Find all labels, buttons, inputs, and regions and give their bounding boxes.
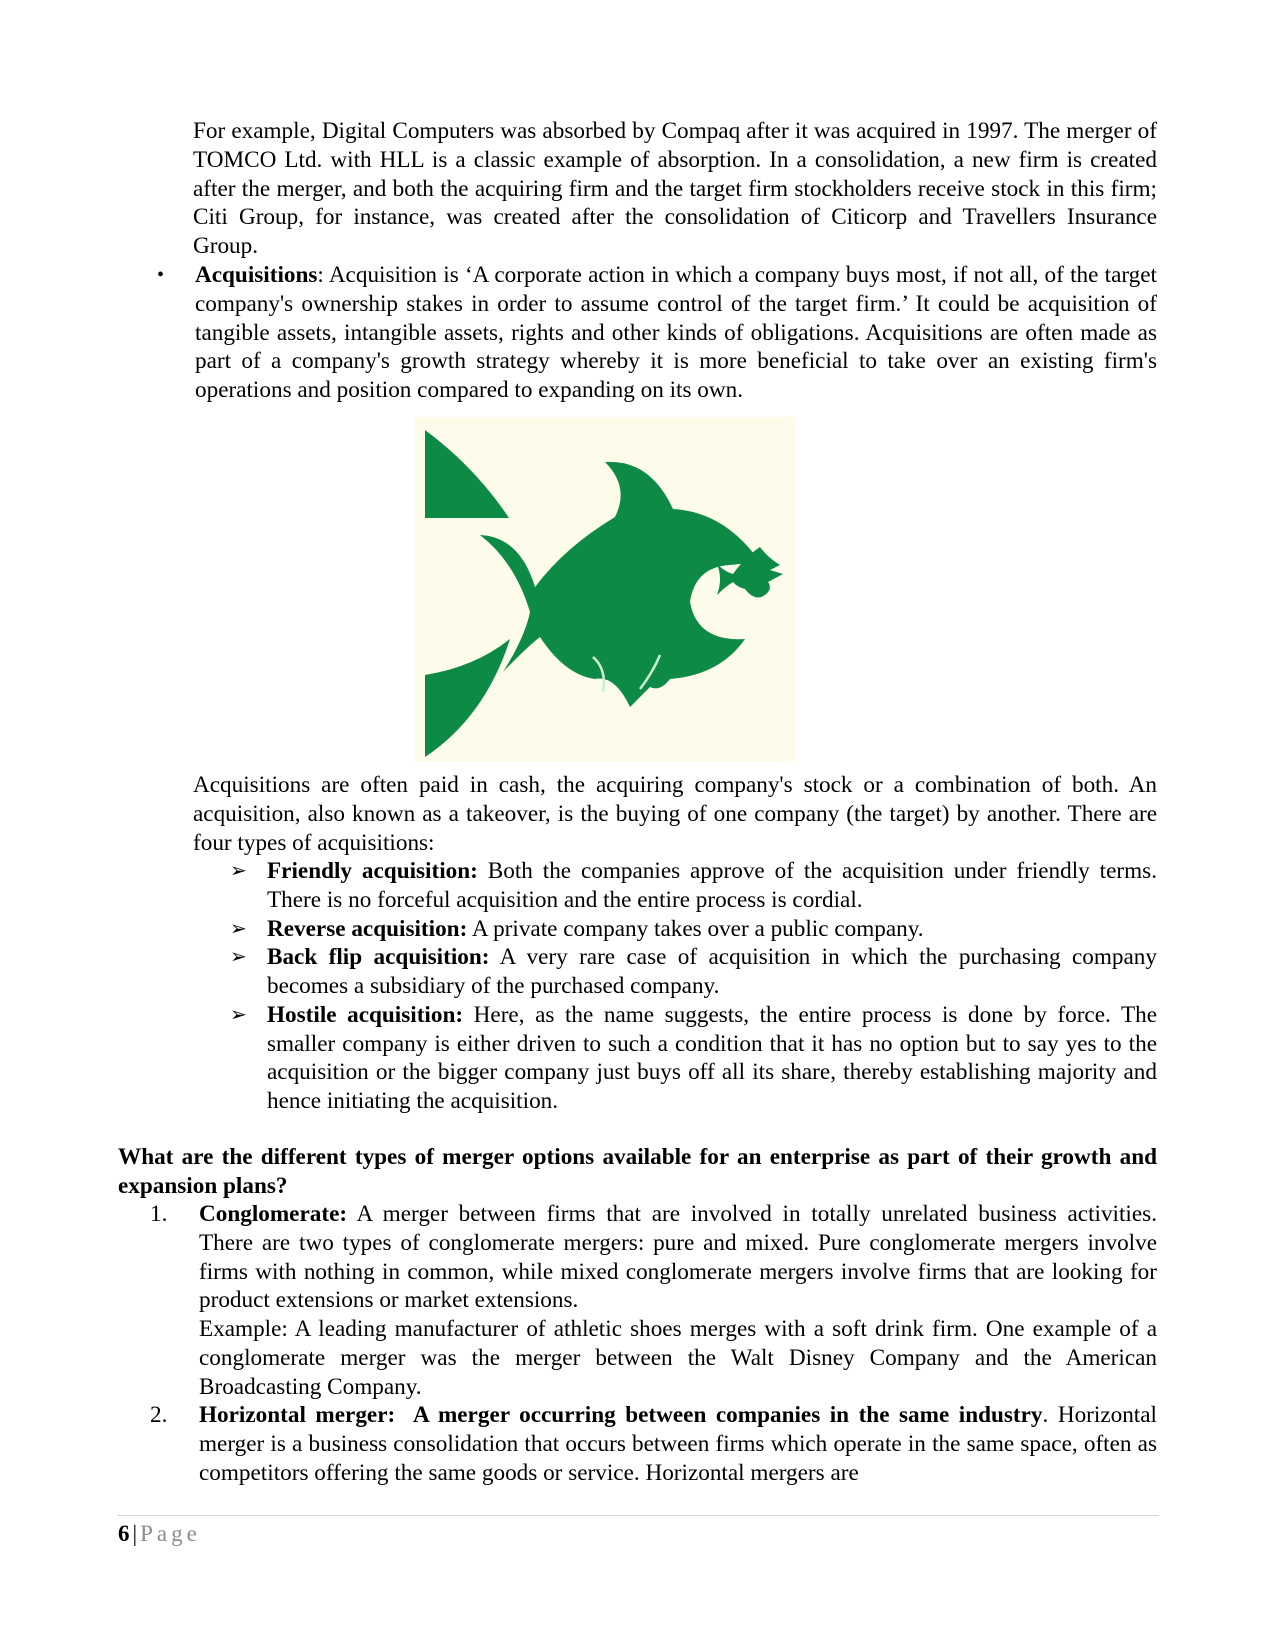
page-label: Page [140, 1521, 201, 1546]
bullet-text: : Acquisition is ‘A corporate action in which a company buys most, if not all, of the target company's ownership stakes in order to assume control of the target firm.’ It could be acquisition of tangible assets, intangible assets, rights and other kinds of obligations. Acquisitions are often made as part of a company's growth strategy whereby it is more beneficial to take over an existing firm's operations and position compared to expanding on its own. [195, 262, 1157, 403]
list-item-body [193, 1401, 1157, 1487]
fish-illustration-icon [415, 417, 795, 762]
list-item-text: A merger between firms that are involved in totally unrelated business activities. There are two types of conglomerate mergers: pure and mixed. Pure conglomerate mergers involve firms with nothing in common, while mixed conglomerate mergers involve firms that are looking for product extensions or market extensions. [199, 1201, 1157, 1314]
list-item-term: Conglomerate: [199, 1201, 348, 1227]
list-item-friendly-acquisition [230, 857, 1157, 915]
list-number: 2. [150, 1402, 168, 1429]
list-item-text: A private company takes over a public company. [467, 915, 924, 942]
arrow-bullet-icon: ➢ [230, 917, 247, 940]
list-number: 1. [150, 1201, 168, 1227]
list-item-body [267, 915, 1157, 944]
list-item-term: Horizontal merger: [199, 1402, 396, 1429]
arrow-bullet-icon: ➢ [230, 946, 247, 969]
arrow-bullet-icon: ➢ [230, 1003, 247, 1026]
list-item-text: Both the companies approve of the acquisition under friendly terms. There is no forceful acquisition and the entire process is cordial. [267, 858, 1157, 913]
arrow-bullet-icon: ➢ [230, 860, 247, 882]
list-item-horizontal-merger [150, 1401, 1157, 1487]
list-item-body [267, 943, 1157, 1001]
list-item-text: . Horizontal merger is a business consolidation that occurs between firms which operate in the same space, often as competitors offering the same goods or service. Horizontal mergers are [199, 1402, 1157, 1486]
list-item-bold-text: A merger occurring between companies in the same industry [395, 1402, 1043, 1429]
bullet-item-acquisitions [155, 261, 1157, 405]
list-item-body [267, 1001, 1157, 1116]
list-item-term: Back flip acquisition: [267, 944, 490, 971]
list-item-term: Hostile acquisition: [267, 1001, 464, 1028]
bullet-body [195, 261, 1157, 405]
conglomerate-definition [199, 1200, 1157, 1315]
list-item-conglomerate [150, 1200, 1157, 1401]
conglomerate-example: Example: A leading manufacturer of athletic shoes merges with a soft drink firm. One example of a conglomerate merger was the merger between the Walt Disney Company and the American Broadcasting Company. [199, 1316, 1157, 1400]
list-item-hostile-acquisition [230, 1001, 1157, 1116]
bullet-icon: • [157, 264, 165, 286]
big-fish-eats-small-fish-image [415, 417, 795, 762]
list-item-term: Reverse acquisition: [267, 915, 468, 942]
footer-separator: | [132, 1521, 138, 1546]
page-number: 6 [118, 1521, 130, 1546]
continuation-paragraph: For example, Digital Computers was absorbed by Compaq after it was acquired in 1997. The merger of TOMCO Ltd. with HLL is a classic example of absorption. In a consolidation, a new firm is created after the merger, and both the acquiring firm and the target firm stockholders receive stock in this firm; Citi Group, for instance, was created after the consolidation of Citicorp and Travellers Insurance Group. [193, 118, 1157, 259]
list-item-body [267, 857, 1157, 915]
list-item-reverse-acquisition [230, 915, 1157, 944]
list-item-text: Here, as the name suggests, the entire process is done by force. The smaller company is either driven to such a condition that it has no option but to say yes to the acquisition or the bigger company just buys off all its share, thereby establishing majority and hence initiating the acquisition. [267, 1001, 1158, 1114]
list-item-term: Friendly acquisition: [267, 858, 478, 884]
merger-types-list [150, 1200, 1157, 1488]
list-item-body [193, 1200, 1157, 1401]
list-item-back-flip-acquisition [230, 943, 1157, 1001]
acquisitions-paragraph: Acquisitions are often paid in cash, the acquiring company's stock or a combination of both. An acquisition, also known as a takeover, is the buying of one company (the target) by another. There are four types of acquisitions: [193, 772, 1157, 856]
section-heading: What are the different types of merger options available for an enterprise as part of their growth and expansion plans? [118, 1144, 1157, 1199]
footer-divider [117, 1515, 1159, 1516]
page-footer [118, 1520, 201, 1548]
list-item-text: A very rare case of acquisition in which the purchasing company becomes a subsidiary of the purchased company. [267, 944, 1157, 999]
acquisition-types-list [230, 857, 1157, 1116]
bullet-term: Acquisitions [195, 262, 318, 288]
